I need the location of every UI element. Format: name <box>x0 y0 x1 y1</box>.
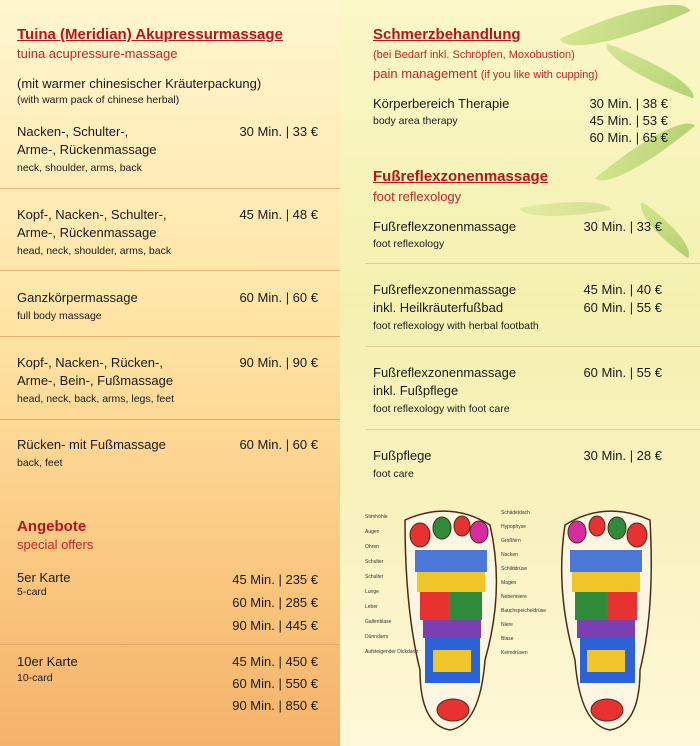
chart-label: Aufsteigender Dickdarm <box>365 649 419 655</box>
right-foot-drawing <box>562 511 652 730</box>
tuina-item-5-line1: Rücken- mit Fußmassage <box>17 437 166 452</box>
tuina-item-2-en: head, neck, shoulder, arms, back <box>17 245 172 257</box>
divider <box>0 270 340 271</box>
chart-label: Großhirn <box>501 538 521 544</box>
chart-label: Niere <box>501 622 513 628</box>
tuina-item-3-en: full body massage <box>17 310 102 322</box>
chart-label: Nebenniere <box>501 594 527 600</box>
tuina-item-1-en: neck, shoulder, arms, back <box>17 162 142 174</box>
divider <box>365 263 700 264</box>
pain-price-30: 30 Min. | 38 € <box>589 96 668 111</box>
reflex-item-2-line2: inkl. Heilkräuterfußbad <box>373 300 504 315</box>
pain-item-en: body area therapy <box>373 115 458 127</box>
pain-price-45: 45 Min. | 53 € <box>589 113 668 128</box>
tuina-item-1-line2: Arme-, Rückenmassage <box>17 142 157 157</box>
divider <box>365 429 700 430</box>
reflex-item-3-en: foot reflexology with foot care <box>373 403 510 415</box>
tuina-item-4-line2: Arme-, Bein-, Fußmassage <box>17 373 174 388</box>
chart-labels-left <box>365 510 418 660</box>
chart-label: Bauchspeicheldrüse <box>501 608 547 614</box>
tuina-item-1-line1: Nacken-, Schulter-, <box>17 124 129 139</box>
chart-label: Keimdrüsen <box>501 650 528 656</box>
tuina-item-3-price: 60 Min. | 60 € <box>239 290 318 305</box>
chart-label: Blase <box>501 636 514 642</box>
card10-label: 10er Karte <box>17 654 78 669</box>
pain-note-de: (bei Bedarf inkl. Schröpfen, Moxobustion) <box>373 49 575 61</box>
pain-subtitle <box>373 66 598 81</box>
chart-label: Schädeldach <box>501 510 530 516</box>
reflex-item-2-price-60: 60 Min. | 55 € <box>583 300 662 315</box>
reflex-item-3-line1: Fußreflexzonenmassage <box>373 365 517 380</box>
tuina-note-en: (with warm pack of chinese herbal) <box>17 94 180 106</box>
chart-label: Gallenblase <box>365 619 392 625</box>
tuina-item-5-price: 60 Min. | 60 € <box>239 437 318 452</box>
divider <box>0 188 340 189</box>
reflex-item-4-line1: Fußpflege <box>373 448 432 463</box>
tuina-item-2-price: 45 Min. | 48 € <box>239 207 318 222</box>
tuina-note-de: (mit warmer chinesischer Kräuterpackung) <box>17 76 262 91</box>
reflex-item-4-price: 30 Min. | 28 € <box>583 448 662 463</box>
chart-labels-right <box>501 506 546 660</box>
tuina-subtitle: tuina acupressure-massage <box>17 46 178 61</box>
tuina-item-4-en: head, neck, back, arms, legs, feet <box>17 393 174 405</box>
card5-price-90: 90 Min. | 445 € <box>232 618 318 633</box>
chart-label: Magen <box>501 580 517 586</box>
card5-price-60: 60 Min. | 285 € <box>232 595 318 610</box>
card10-price-60: 60 Min. | 550 € <box>232 676 318 691</box>
pain-subtitle-en: pain management <box>373 66 478 81</box>
reflex-item-3-price: 60 Min. | 55 € <box>583 365 662 380</box>
divider <box>0 419 340 420</box>
chart-label: Schulter <box>365 559 384 565</box>
pain-title: Schmerzbehandlung <box>373 26 521 43</box>
reflex-item-4-en: foot care <box>373 468 414 480</box>
offers-subtitle: special offers <box>17 537 94 552</box>
tuina-item-5-en: back, feet <box>17 457 63 469</box>
tuina-item-1-price: 30 Min. | 33 € <box>239 124 318 139</box>
tuina-item-2-line2: Arme-, Rückenmassage <box>17 225 157 240</box>
divider <box>0 644 340 645</box>
offers-title: Angebote <box>17 518 87 535</box>
reflex-item-1-price: 30 Min. | 33 € <box>583 219 662 234</box>
divider <box>365 346 700 347</box>
tuina-item-3-line1: Ganzkörpermassage <box>17 290 138 305</box>
chart-label: Hypophyse <box>501 524 527 530</box>
reflex-item-1-line1: Fußreflexzonenmassage <box>373 219 517 234</box>
tuina-title: Tuina (Meridian) Akupressurmassage <box>17 26 283 43</box>
reflex-item-2-en: foot reflexology with herbal footbath <box>373 320 539 332</box>
card10-price-90: 90 Min. | 850 € <box>232 698 318 713</box>
chart-label: Schulter <box>365 574 384 580</box>
chart-label: Nacken <box>501 552 518 558</box>
divider <box>0 336 340 337</box>
card5-label-en: 5-card <box>17 586 47 598</box>
reflex-item-2-line1: Fußreflexzonenmassage <box>373 282 517 297</box>
reflex-title: Fußreflexzonenmassage <box>373 168 549 185</box>
card10-label-en: 10-card <box>17 672 53 684</box>
reflex-item-1-en: foot reflexology <box>373 238 445 250</box>
card5-label: 5er Karte <box>17 570 71 585</box>
chart-label: Lunge <box>365 589 379 595</box>
card10-price-45: 45 Min. | 450 € <box>232 654 318 669</box>
tuina-item-4-line1: Kopf-, Nacken-, Rücken-, <box>17 355 163 370</box>
left-foot-drawing <box>405 511 496 730</box>
chart-label: Stirnhöhle <box>365 514 388 520</box>
reflex-item-3-line2: inkl. Fußpflege <box>373 383 459 398</box>
pain-price-60: 60 Min. | 65 € <box>589 130 668 145</box>
reflex-subtitle: foot reflexology <box>373 189 462 204</box>
foot-reflexology-chart <box>365 500 695 740</box>
reflex-item-2-price-45: 45 Min. | 40 € <box>583 282 662 297</box>
tuina-item-2-line1: Kopf-, Nacken-, Schulter-, <box>17 207 167 222</box>
chart-label: Dünndarm <box>365 634 389 640</box>
pain-item-de: Körperbereich Therapie <box>373 96 510 111</box>
chart-label: Schilddrüse <box>501 566 528 572</box>
pain-subtitle-note: (if you like with cupping) <box>480 69 599 81</box>
chart-label: Leber <box>365 604 378 610</box>
chart-label: Augen <box>365 529 380 535</box>
tuina-item-4-price: 90 Min. | 90 € <box>239 355 318 370</box>
card5-price-45: 45 Min. | 235 € <box>232 572 318 587</box>
chart-label: Ohren <box>365 544 379 550</box>
